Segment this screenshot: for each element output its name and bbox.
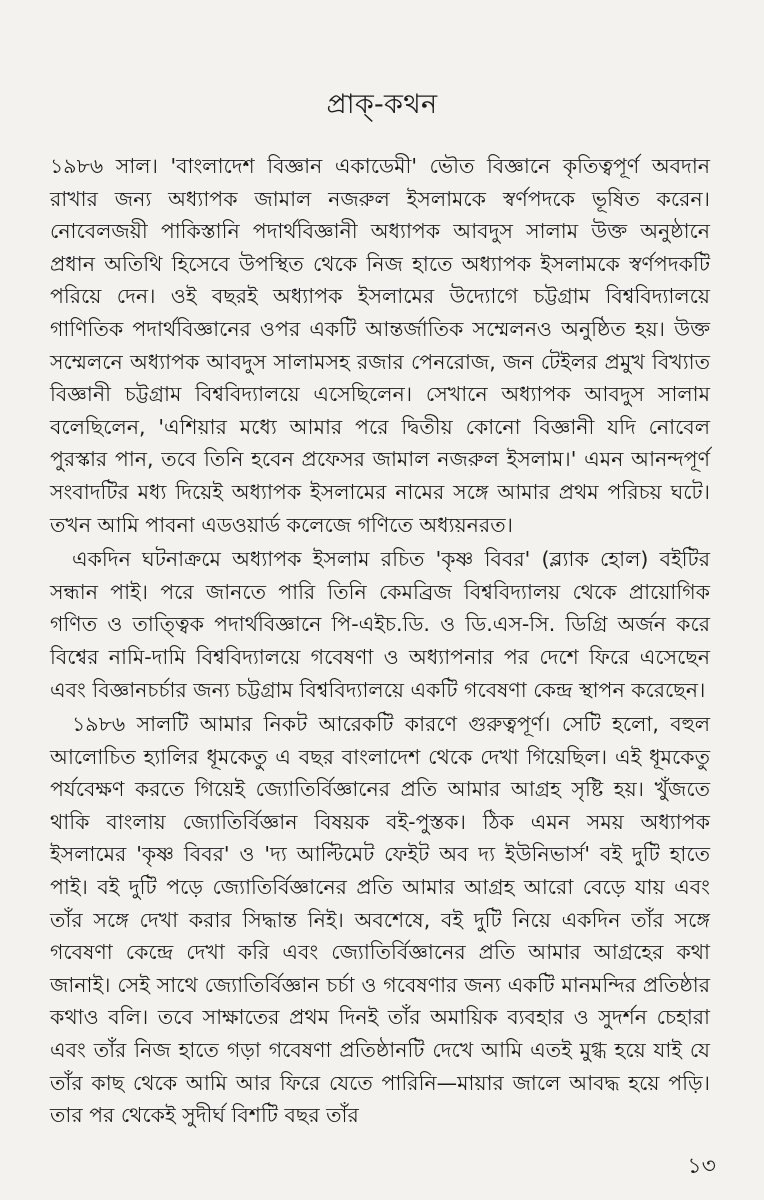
body-text bbox=[50, 150, 710, 1132]
page-number: ১৩ bbox=[687, 1154, 716, 1179]
paragraph: একদিন ঘটনাক্রমে অধ্যাপক ইসলাম রচিত 'কৃষ্ণ বিবর' (ব্ল্যাক হোল) বইটির সন্ধান পাই। পরে জানতে পারি তিনি কেমব্রিজ বিশ্ববিদ্যালয় থেকে প্রায়োগিক গণিত ও তাত্ত্বিক পদার্থবিজ্ঞানে পি-এইচ.ডি. ও ডি.এস-সি. ডিগ্রি অর্জন করে বিশ্বের নামি-দামি বিশ্ববিদ্যালয়ে গবেষণা ও অধ্যাপনার পর দেশে ফিরে এসেছেন এবং বিজ্ঞানচর্চার জন্য চট্টগ্রাম বিশ্ববিদ্যালয়ে একটি গবেষণা কেন্দ্র স্থাপন করেছেন। bbox=[50, 547, 710, 702]
page-title: প্রাক্-কথন bbox=[326, 89, 438, 120]
paragraph: ১৯৮৬ সাল। 'বাংলাদেশ বিজ্ঞান একাডেমী' ভৌত বিজ্ঞানে কৃতিত্বপূর্ণ অবদান রাখার জন্য অধ্যাপক জামাল নজরুল ইসলামকে স্বর্ণপদকে ভূষিত করেন। নোবেলজয়ী পাকিস্তানি পদার্থবিজ্ঞানী অধ্যাপক আবদুস সালাম উক্ত অনুষ্ঠানে প্রধান অতিথি হিসেবে উপস্থিত থেকে নিজ হাতে অধ্যাপক ইসলামকে স্বর্ণপদকটি পরিয়ে দেন। ওই বছরই অধ্যাপক ইসলামের উদ্যোগে চট্টগ্রাম বিশ্ববিদ্যালয়ে গাণিতিক পদার্থবিজ্ঞানের ওপর একটি আন্তর্জাতিক সম্মেলনও অনুষ্ঠিত হয়। উক্ত সম্মেলনে অধ্যাপক আবদুস সালামসহ রজার পেনরোজ, জন টেইলর প্রমুখ বিখ্যাত বিজ্ঞানী চট্টগ্রাম বিশ্ববিদ্যালয়ে এসেছিলেন। সেখানে অধ্যাপক আবদুস সালাম বলেছিলেন, 'এশিয়ার মধ্যে আমার পরে দ্বিতীয় কোনো বিজ্ঞানী যদি নোবেল পুরস্কার পান, তবে তিনি হবেন প্রফেসর জামাল নজরুল ইসলাম।' এমন আনন্দপূর্ণ সংবাদটির মধ্য দিয়েই অধ্যাপক ইসলামের নামের সঙ্গে আমার প্রথম পরিচয় ঘটে। তখন আমি পাবনা এডওয়ার্ড কলেজে গণিতে অধ্যয়নরত। bbox=[50, 154, 710, 537]
paragraph: ১৯৮৬ সালটি আমার নিকট আরেকটি কারণে গুরুত্বপূর্ণ। সেটি হলো, বহুল আলোচিত হ্যালির ধূমকেতু এ বছর বাংলাদেশ থেকে দেখা গিয়েছিল। এই ধূমকেতু পর্যবেক্ষণ করতে গিয়েই জ্যোতির্বিজ্ঞানের প্রতি আমার আগ্রহ সৃষ্টি হয়। খুঁজতে থাকি বাংলায় জ্যোতির্বিজ্ঞান বিষয়ক বই-পুস্তক। ঠিক এমন সময় অধ্যাপক ইসলামের 'কৃষ্ণ বিবর' ও 'দ্য আল্টিমেট ফেইট অব দ্য ইউনিভার্স' বই দুটি হাতে পাই। বই দুটি পড়ে জ্যোতির্বিজ্ঞানের প্রতি আমার আগ্রহ আরো বেড়ে যায় এবং তাঁর সঙ্গে দেখা করার সিদ্ধান্ত নিই। অবশেষে, বই দুটি নিয়ে একদিন তাঁর সঙ্গে গবেষণা কেন্দ্রে দেখা করি এবং জ্যোতির্বিজ্ঞানের প্রতি আমার আগ্রহের কথা জানাই। সেই সাথে জ্যোতির্বিজ্ঞান চর্চা ও গবেষণার জন্য একটি মানমন্দির প্রতিষ্ঠার কথাও বলি। তবে সাক্ষাতের প্রথম দিনই তাঁর অমায়িক ব্যবহার ও সুদর্শন চেহারা এবং তাঁর নিজ হাতে গড়া গবেষণা প্রতিষ্ঠানটি দেখে আমি এতই মুগ্ধ হয়ে যাই যে তাঁর কাছ থেকে আমি আর ফিরে যেতে পারিনি—মায়ার জালে আবদ্ধ হয়ে পড়ি। তার পর থেকেই সুদীর্ঘ বিশটি বছর তাঁর bbox=[50, 712, 710, 1128]
